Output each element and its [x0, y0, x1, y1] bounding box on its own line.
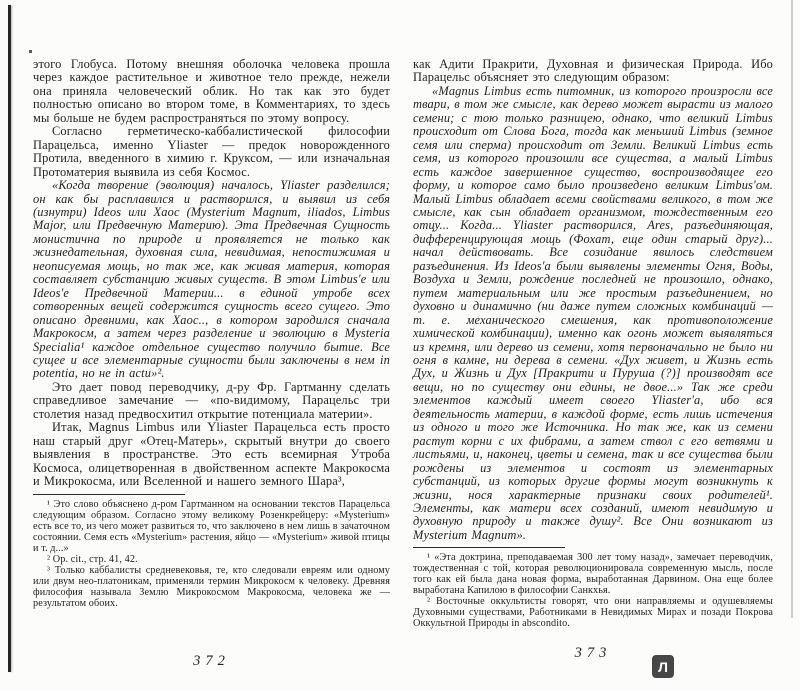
- paragraph: «Когда творение (эволюция) началось, Yliaster разделился; он как бы расплавился и растворился, и выявил из себя (изнутри) Ideos или Хаос (Mysterium Magnum, iliados, Limbus Major, или Предвечную Материю). Эта Предвечная Сущность монистична по природе и проявляется не только как жизнедательная, духовная сила, невидимая, непостижимая и неописуемая мощь, но так же, как живая материя, которая составляет субстанцию живых существ. В этом Limbus'е или Ideos'е Предвечной Материи... в единой утробе всех сотворенных вещей содержится сущность всего сущего. Это описано древними, как Хаос.., в котором зародился сначала Макрокосм, а затем через разделение и эволюцию в Mysteria Specialia¹ каждое отдельное существо получило бытие. Все сущее и все элементарные сущности были заключены в нем in potentia, но не in actu»².: [33, 178, 390, 381]
- footnote: ³ Только каббалисты средневековья, те, кто следовали евреям или одному или двум нео-платоникам, применяли термин Микрокосм к человеку. Древняя философия называла Землю Микрокосмом Макрокосма, человека же — результатом обоих.: [33, 564, 390, 609]
- right-page-footnotes: [413, 552, 773, 629]
- footnote-separator: [33, 494, 185, 495]
- left-page-footnotes: [33, 499, 390, 609]
- paragraph: как Адити Пракрити, Духовная и физическая Природа. Ибо Парацельс объясняет это следующим образом:: [413, 57, 773, 85]
- footnote: ² Op. cit., стр. 41, 42.: [47, 553, 138, 565]
- footnote: ² Восточные оккультисты говорят, что они направляемы и одушевляемы Духовными существами, Работниками в Невидимых Мирах и позади Покрова Оккультной Природы in abscondito.: [413, 596, 773, 630]
- scan-speck: [29, 50, 32, 53]
- paragraph: этого Глобуса. Потому внешняя оболочка человека прошла через каждое растительное и животное тело прежде, нежели она приняла человеческий облик. Но так как это будет полностью описано во втором томе, в Комментариях, то здесь мы больше не будем распространяться по этому вопросу.: [33, 57, 390, 125]
- right-page: [413, 58, 773, 691]
- right-page-body: [413, 58, 773, 542]
- watermark-letter: Л: [658, 658, 668, 675]
- footnote: ¹ Это слово объяснено д-ром Гартманном на основании текстов Парацельса следующим образом. Согласно этому великому Розенкрейцеру: «Mysterium» есть все то, из чего может развиться то, что заключено в нем лишь в зачаточном состоянии. Семя есть «Mysterium» растения, яйцо — «Mysterium» живой птицы и т. д...»: [33, 498, 390, 554]
- left-page-body: [33, 58, 390, 489]
- left-page: [33, 58, 390, 691]
- page-edge-line-left: [8, 5, 11, 672]
- footnote-separator: [413, 547, 565, 548]
- paragraph: «Magnus Limbus есть питомник, из которого произросли все твари, в том же смысле, как дерево может вырасти из малого семени; с тою только разницею, однако, что великий Limbus происходит от Слова Бога, тогда как меньший Limbus (земное семя или сперма) происходит от Земли. Великий Limbus есть семя, из которого произошли все существа, а малый Limbus есть каждое завершенное существо, воспроизводящее его форму, и которое само было произведено великим Limbus'ом. Малый Limbus обладает всеми свойствами великого, в том же смысле, как сын обладает организмом, тождественным его отцу... Когда... Yliaster растворился, Ares, разъединяющая, дифференцирующая мощь (Фохат, еще один старый друг)... начал действовать. Все созидание явилось следствием разъединения. Из Ideos'а были выявлены элементы Огня, Воды, Воздуха и Земли, рождение последней не произошло, однако, путем материальным или же простым разъединением, но духовно и динамично (ни даже путем сложных комбинаций — т. е. механического смешения, как противоположение химической комбинации), именно как огонь может выявляться из кремня, или дерево из семени, хотя первоначально не было ни огня в камне, ни дерева в семени. «Дух живет, и Жизнь есть Дух, и Жизнь и Дух [Пракрити и Пуруша (?)] производят все вещи, но по существу они едины, не двое...» Так же среди элементов каждый имеет своего Yliaster'а, ибо вся деятельность материи, в каждой форме, есть лишь истечения из одного и того же Источника. Но так же, как из семени растут корни с их фибрами, а затем ствол с его ветвями и листьями, и, наконец, цветы и семена, так и все существа были рождены из элементов и состоят из элементарных субстанций, из которых другие формы могут возникнуть к жизни, нося характерные признаки своих родителей¹. Элементы, как матери всех созданий, имеют невидимую и духовную природу и также душу². Все Они возникают из Mysterium Magnum».: [413, 83, 773, 542]
- page-edge-line-right: [791, 0, 793, 618]
- paragraph: Согласно герметическо-каббалистической философии Парацельса, именно Yliaster — предок новорожденного Протила, введенного в химию г. Круксом, — или изначальная Протоматерия выявила из себя Космос.: [33, 124, 390, 179]
- labirint-watermark: [652, 655, 674, 678]
- page-number-right: 373: [574, 645, 612, 661]
- paragraph: Итак, Magnus Limbus или Yliaster Парацельса есть просто наш старый друг «Отец-Матерь», скрытый внутри до своего выявления в пространстве. Это есть всемирная Утроба Космоса, олицетворенная в двойственном аспекте Макрокосма и Микрокосма, или Вселенной и нашего земного Шара³,: [33, 420, 390, 489]
- footnote: ¹ «Эта доктрина, преподаваемая 300 лет тому назад», замечает переводчик, тождественная с той, которая революционировала современную мысль, после того как ей была дана новая форма, выработанная Дарвином. Она еще более выработана Капилою в философии Санкхья.: [413, 552, 773, 597]
- page-number-left: 372: [193, 653, 230, 669]
- paragraph: Это дает повод переводчику, д-ру Фр. Гартманну сделать справедливое замечание — «по-видимому, Парацельс три столетия назад предвосхитил открытие потенциала материи».: [33, 379, 390, 421]
